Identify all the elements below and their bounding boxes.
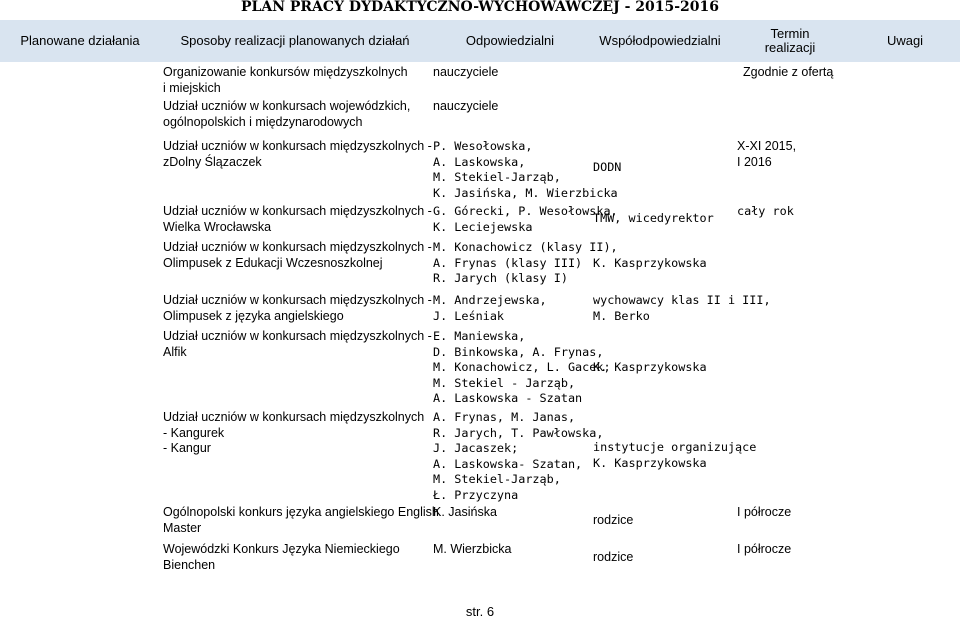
header-notes: Uwagi — [886, 33, 924, 48]
row-10-co-responsible: rodzice — [593, 550, 634, 564]
row-4-description: Udział uczniów w konkursach międzyszkolnych - Wielka Wrocławska — [163, 204, 432, 234]
row-3-responsible: P. Wesołowska, A. Laskowska, M. Stekiel-Jarząb, K. Jasińska, M. Wierzbicka — [433, 139, 618, 200]
header-methods: Sposoby realizacji planowanych działań — [180, 33, 410, 48]
row-5-description: Udział uczniów w konkursach międzyszkolnych - Olimpusek z Edukacji Wczesnoszkolnej — [163, 240, 432, 270]
row-9-responsible: K. Jasińska — [433, 505, 497, 519]
row-4-responsible: G. Górecki, P. Wesołowska, K. Leciejewska — [433, 204, 618, 234]
row-10-term: I półrocze — [737, 542, 792, 556]
row-4-co-responsible: TMW, wicedyrektor — [593, 211, 714, 225]
row-5-co-responsible: K. Kasprzykowska — [593, 256, 707, 270]
row-1-term: Zgodnie z ofertą — [743, 65, 834, 79]
header-co-responsible: Współodpowiedzialni — [599, 33, 721, 48]
page-title: PLAN PRACY DYDAKTYCZNO-WYCHOWAWCZEJ - 2015-2016 — [240, 0, 720, 15]
row-7-description: Udział uczniów w konkursach międzyszkolnych - Alfik — [163, 329, 432, 359]
page-number: str. 6 — [465, 604, 495, 619]
row-10-responsible: M. Wierzbicka — [433, 542, 512, 556]
table-header — [0, 20, 960, 62]
row-2-description: Udział uczniów w konkursach wojewódzkich, ogólnopolskich i międzynarodowych — [163, 99, 411, 129]
row-6-co-responsible: wychowawcy klas II i III, M. Berko — [593, 293, 771, 323]
row-3-description: Udział uczniów w konkursach międzyszkolnych - zDolny Ślązaczek — [163, 139, 432, 169]
row-1-responsible: nauczyciele — [433, 65, 499, 79]
header-planned-actions: Planowane działania — [20, 33, 140, 48]
row-7-co-responsible: K. Kasprzykowska — [593, 360, 707, 374]
row-1-description: Organizowanie konkursów międzyszkolnych i miejskich — [163, 65, 408, 95]
row-6-responsible: M. Andrzejewska, J. Leśniak — [433, 293, 547, 323]
row-8-description: Udział uczniów w konkursach międzyszkolnych - Kangurek - Kangur — [163, 410, 425, 455]
row-7-responsible: E. Maniewska, D. Binkowska, A. Frynas, M. Konachowicz, L. Gacek; M. Stekiel - Jarząb, A. Laskowska - Szatan — [433, 329, 611, 405]
row-8-responsible: A. Frynas, M. Janas, R. Jarych, T. Pawłowska, J. Jacaszek; A. Laskowska- Szatan, M. Stekiel-Jarząb, Ł. Przyczyna — [433, 410, 604, 502]
row-10-description: Wojewódzki Konkurs Języka Niemieckiego Bienchen — [163, 542, 400, 572]
row-8-co-responsible: instytucje organizujące K. Kasprzykowska — [593, 440, 757, 470]
row-5-responsible: M. Konachowicz (klasy II), A. Frynas (klasy III) R. Jarych (klasy I) — [433, 240, 618, 285]
row-9-description: Ogólnopolski konkurs języka angielskiego English Master — [163, 505, 439, 535]
row-3-term: X-XI 2015, I 2016 — [737, 139, 797, 169]
row-9-co-responsible: rodzice — [593, 513, 634, 527]
row-3-co-responsible: DODN — [593, 160, 622, 174]
header-deadline: Termin realizacji — [764, 26, 816, 55]
row-6-description: Udział uczniów w konkursach międzyszkolnych - Olimpusek z języka angielskiego — [163, 293, 432, 323]
header-responsible: Odpowiedzialni — [465, 33, 555, 48]
row-2-responsible: nauczyciele — [433, 99, 499, 113]
row-4-term: cały rok — [737, 204, 794, 218]
row-9-term: I półrocze — [737, 505, 792, 519]
